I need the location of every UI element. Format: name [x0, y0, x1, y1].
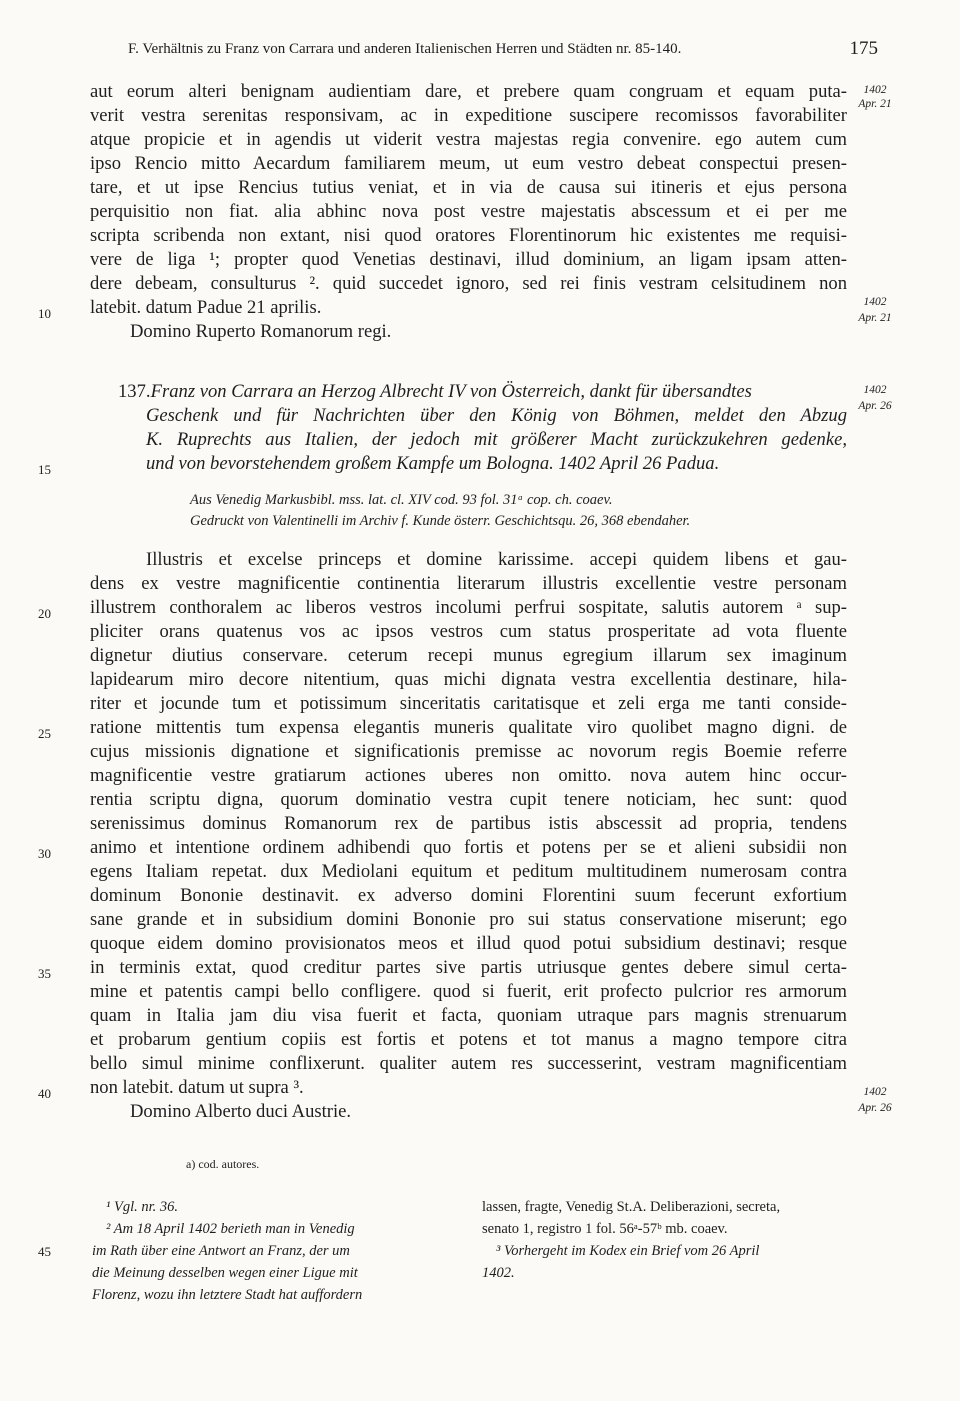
line-number: 30: [38, 846, 51, 861]
footnote-line: im Rath über eine Antwort an Franz, der um: [92, 1243, 350, 1259]
footnote-line: ¹ Vgl. nr. 36.: [106, 1199, 179, 1215]
text-line: tare, et ut ipse Rencius tutius veniat, et in via de causa sui itineris et ejus persona: [90, 177, 847, 198]
running-title: F. Verhältnis zu Franz von Carrara und anderen Italienischen Herren und Städten nr. 85-140.: [128, 41, 682, 57]
margin-year: 1402: [863, 84, 887, 96]
regest-line: und von bevorstehendem großem Kampfe um Bologna. 1402 April 26 Padua.: [146, 453, 720, 474]
margin-month: Apr. 21: [858, 98, 892, 110]
page-number: 175: [849, 38, 878, 59]
address-line: Domino Ruperto Romanorum regi.: [130, 321, 392, 342]
text-line: vere de liga ¹; propter quod Venetias destinavi, illud dominium, an ligam ipsam atten-: [90, 249, 847, 270]
text-line: dens ex vestre magnificentie continentia literarum illustris excellentie vestre personam: [90, 573, 847, 594]
text-line: atque propicie et in agendis ut viderit vestra majestas regia convenire. ego autem cum: [90, 129, 847, 150]
text-line: dignetur diutius conservare. ceterum recepi munus egregium illarum sex imaginum: [90, 645, 847, 666]
text-line: quam in Italia jam diu visa fuerit et facta, quoniam utraque pars magnis strenuarum: [90, 1005, 847, 1026]
text-line: ratione mittentis tum expensa elegantis muneris qualitate viro quolibet magno digni. de: [90, 717, 847, 738]
text-line: riter et jocunde tum et potissimum sinceritatis caritatisque et zeli erga me tanti conside-: [90, 693, 847, 714]
line-number: 35: [38, 966, 51, 981]
text-line: perquisitio non fiat. alia abhinc nova post vestre majestatis abscessum et ei per me: [90, 201, 847, 222]
document-number: 137.: [118, 381, 151, 402]
footnote-line: senato 1, registro 1 fol. 56ᵃ-57ᵇ mb. coaev.: [482, 1221, 728, 1237]
footnote-line: lassen, fragte, Venedig St.A. Deliberazioni, secreta,: [482, 1199, 781, 1215]
regest-line: K. Ruprechts aus Italien, der jedoch mit größerer Macht zurückzukehren gedenke,: [146, 429, 847, 450]
text-line: rentia scriptu digna, quorum dominatio vestra cupit tenere noticiam, hec sunt: quod: [90, 789, 847, 810]
margin-month: Apr. 26: [858, 400, 892, 412]
source-note: Aus Venedig Markusbibl. mss. lat. cl. XIV cod. 93 fol. 31ᵃ cop. ch. coaev.: [190, 492, 613, 508]
line-number: 10: [38, 306, 51, 321]
margin-year: 1402: [863, 296, 887, 308]
regest-line: Geschenk und für Nachrichten über den König von Böhmen, meldet den Abzug: [146, 405, 847, 426]
footnote-line: ³ Vorhergeht im Kodex ein Brief vom 26 April: [496, 1243, 760, 1259]
text-line: aut eorum alteri benignam audientiam dare, et prebere quam congruam et equam puta-: [90, 81, 847, 102]
critical-apparatus: a) cod. autores.: [186, 1157, 260, 1171]
footnote-line: ² Am 18 April 1402 berieth man in Venedig: [106, 1221, 355, 1237]
text-line: in terminis extat, quod creditur partes sive partis utriusque gentes debere simul certa-: [90, 957, 847, 978]
line-number: 45: [38, 1244, 51, 1259]
text-line: sane grande et in subsidium domini Bononie pro sui status conservatione miserunt; ego: [90, 909, 847, 930]
address-line: Domino Alberto duci Austrie.: [130, 1101, 352, 1122]
text-line: pliciter orans quatenus vos ac ipsos vestros cum status prosperitate ad vota fluente: [90, 621, 847, 642]
footnote-line: Florenz, wozu ihn letztere Stadt hat auffordern: [92, 1287, 363, 1303]
text-line: et probarum gentium copiis est fortis et potens et tot manus a magno tempore citra: [90, 1029, 847, 1050]
text-line: scripta scribenda non extant, nisi quod oratores Florentinorum hic existentes me requisi-: [90, 225, 847, 246]
text-line: verit vestra serenitas responsivam, ac in expeditione suscipere recomissos favorabiliter: [90, 105, 847, 126]
margin-month: Apr. 21: [858, 312, 892, 324]
text-line: dere debeam, consulturus ². quid succedet ignoro, sed rei finis vestram celsitudinem non: [90, 273, 847, 294]
text-line: animo et intentione ordinem adhibendi quo fortis et potens per se et alieni subsidii non: [90, 837, 847, 858]
text-line: non latebit. datum ut supra ³.: [90, 1077, 304, 1098]
text-line: dominum Bononie destinavit. ex adverso domini Florentini suum fecerunt exfortium: [90, 885, 847, 906]
text-line: Illustris et excelse princeps et domine karissime. accepi quidem libens et gau-: [146, 549, 847, 570]
margin-month: Apr. 26: [858, 1102, 892, 1114]
regest-first-line: [118, 380, 847, 404]
line-number: 15: [38, 462, 51, 477]
text-line: illustrem conthoralem ac liberos vestros incolumi perfrui sospitate, salutis autorem ᵃ sup-: [90, 597, 847, 618]
text-line: quoque eidem domino provisionatos meos et illud quod potui subsidium destinavi; resque: [90, 933, 847, 954]
regest-line: Franz von Carrara an Herzog Albrecht IV von Österreich, dankt für übersandtes: [150, 381, 752, 402]
line-number: 40: [38, 1086, 51, 1101]
text-line: ipso Rencio mitto Aecardum familiarem meum, ut eum vestro debeat conspectui presen-: [90, 153, 847, 174]
footnote-line: die Meinung desselben wegen einer Ligue mit: [92, 1265, 358, 1281]
margin-year: 1402: [863, 1086, 887, 1098]
text-line: cujus missionis dignatione et significationis premisse ac novorum regis Boemie referre: [90, 741, 847, 762]
text-line: egens Italiam repetat. dux Mediolani equitum et peditum multitudinem numerosam contra: [90, 861, 847, 882]
line-number: 25: [38, 726, 51, 741]
margin-year: 1402: [863, 384, 887, 396]
text-line: lapidearum miro decore nitentium, quas michi dignata vestra excellentia destinare, hila-: [90, 669, 847, 690]
print-note: Gedruckt von Valentinelli im Archiv f. Kunde österr. Geschichtsqu. 26, 368 ebendaher.: [190, 513, 691, 529]
line-number: 20: [38, 606, 51, 621]
footnote-line: 1402.: [482, 1265, 515, 1281]
text-line: serenissimus dominus Romanorum rex de partibus istis abscessit ad propria, tendens: [90, 813, 847, 834]
text-line: latebit. datum Padue 21 aprilis.: [90, 297, 322, 318]
text-line: magnificentie vestre gratiarum actiones uberes non omitto. nova autem hinc occur-: [90, 765, 847, 786]
text-line: bello simul minime conflixerunt. qualiter autem res successerint, vestram magnificentiam: [90, 1053, 847, 1074]
text-line: mine et patentis campi bello confligere. quod si fuerit, erit profecto pulcrior res armorum: [90, 981, 847, 1002]
